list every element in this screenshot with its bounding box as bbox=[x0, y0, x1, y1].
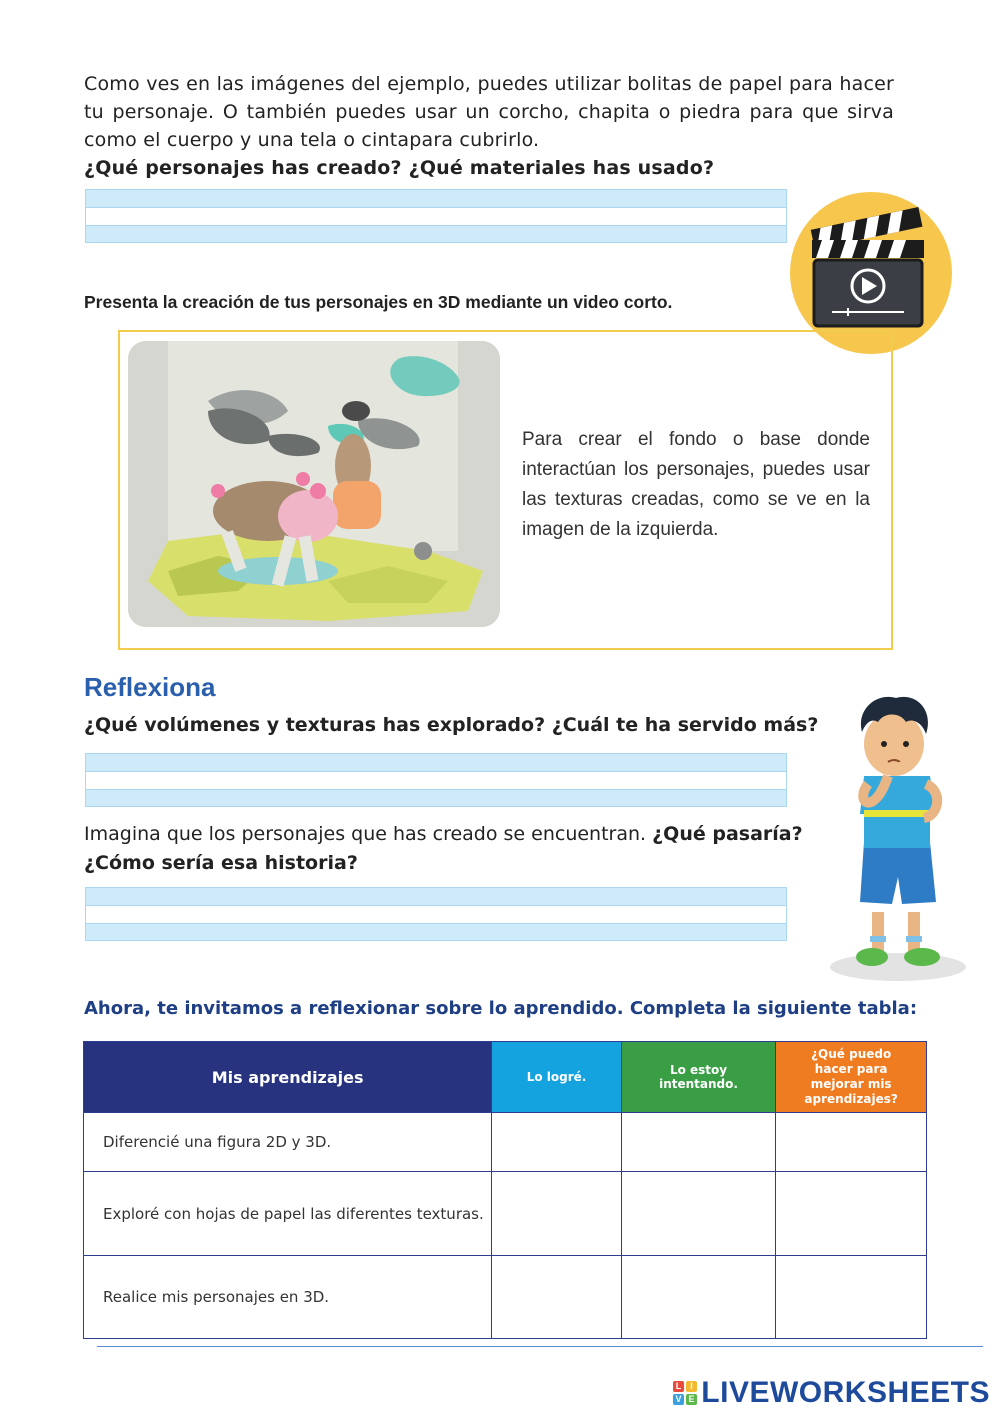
header-improve bbox=[776, 1042, 927, 1113]
header-trying-line2: intentando. bbox=[659, 1077, 738, 1091]
textures-question: ¿Qué volúmenes y texturas has explorado? ¿Cuál te ha servido más? bbox=[84, 714, 819, 736]
learning-table bbox=[83, 1041, 927, 1339]
header-improve-line2: hacer para bbox=[814, 1062, 888, 1076]
answer-field-story[interactable] bbox=[85, 887, 787, 941]
table-row bbox=[84, 1172, 927, 1256]
header-learnings: Mis aprendizajes bbox=[84, 1042, 492, 1113]
row-learning: Diferencié una figura 2D y 3D. bbox=[84, 1113, 492, 1172]
intro-text: Como ves en las imágenes del ejemplo, puedes utilizar bolitas de papel para hacer tu personaje. O también puedes usar un corcho, chapita o piedra para que sirva como el cuerpo y una tela o cintapara cubrirlo. bbox=[84, 73, 894, 151]
table-row bbox=[84, 1113, 927, 1172]
imagine-question-2: ¿Cómo sería esa historia? bbox=[84, 852, 358, 874]
cell-trying[interactable] bbox=[621, 1113, 776, 1172]
header-trying bbox=[621, 1042, 776, 1113]
imagine-paragraph bbox=[84, 820, 874, 878]
liveworksheets-brand[interactable] bbox=[673, 1376, 990, 1410]
cell-achieved[interactable] bbox=[492, 1256, 621, 1339]
thinking-boy-illustration bbox=[826, 692, 971, 987]
header-improve-line1: ¿Qué puedo bbox=[811, 1047, 892, 1061]
header-trying-line1: Lo estoy bbox=[669, 1063, 728, 1077]
present-heading: Presenta la creación de tus personajes en 3D mediante un video corto. bbox=[84, 292, 673, 312]
cell-improve[interactable] bbox=[776, 1172, 927, 1256]
answer-field-materials[interactable] bbox=[85, 189, 787, 243]
example-photo bbox=[128, 341, 500, 627]
reflexiona-title: Reflexiona bbox=[84, 672, 216, 702]
cell-trying[interactable] bbox=[621, 1256, 776, 1339]
brand-name: LIVEWORKSHEETS bbox=[701, 1376, 990, 1409]
header-achieved: Lo logré. bbox=[492, 1042, 621, 1113]
row-learning: Realice mis personajes en 3D. bbox=[84, 1256, 492, 1339]
answer-field-textures[interactable] bbox=[85, 753, 787, 807]
materials-question: ¿Qué personajes has creado? ¿Qué materiales has usado? bbox=[84, 157, 715, 179]
table-row bbox=[84, 1256, 927, 1339]
cell-achieved[interactable] bbox=[492, 1113, 621, 1172]
footer-divider bbox=[97, 1346, 983, 1347]
header-improve-line4: aprendizajes? bbox=[804, 1092, 898, 1106]
row-learning: Exploré con hojas de papel las diferentes texturas. bbox=[84, 1172, 492, 1256]
liveworksheets-logo-icon: L I V E bbox=[673, 1381, 697, 1405]
imagine-text: Imagina que los personajes que has creado se encuentran. bbox=[84, 823, 647, 845]
table-invite: Ahora, te invitamos a reflexionar sobre lo aprendido. Completa la siguiente tabla: bbox=[84, 998, 918, 1019]
cell-improve[interactable] bbox=[776, 1113, 927, 1172]
header-improve-line3: mejorar mis bbox=[810, 1077, 892, 1091]
cell-achieved[interactable] bbox=[492, 1172, 621, 1256]
cell-trying[interactable] bbox=[621, 1172, 776, 1256]
photo-caption: Para crear el fondo o base donde interactúan los personajes, puedes usar las texturas creadas, como se ve en la imagen de la izquierda. bbox=[522, 429, 870, 540]
imagine-question-1: ¿Qué pasaría? bbox=[652, 823, 803, 845]
intro-paragraph bbox=[84, 70, 894, 182]
cell-improve[interactable] bbox=[776, 1256, 927, 1339]
